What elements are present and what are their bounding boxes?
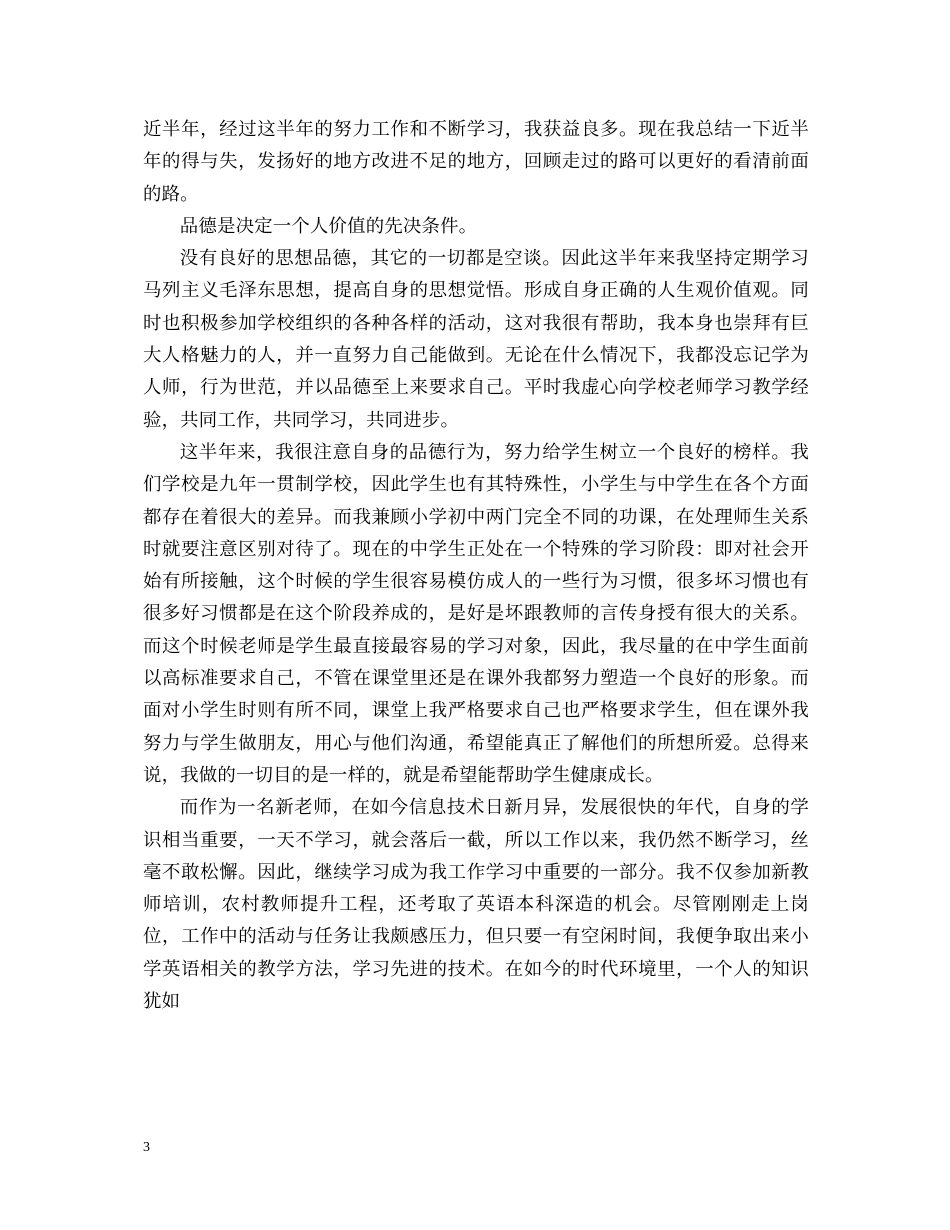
paragraph-moral-study: 没有良好的思想品德，其它的一切都是空谈。因此这半年来我坚持定期学习马列主义毛泽东思想，提高自身的思想觉悟。形成自身正确的人生观价值观。同时也积极参加学校组织的各种各样的活动，这对我很有帮助，我本身也崇拜有巨大人格魅力的人，并一直努力自己能做到。无论在什么情况下，我都没忘记学为人师，行为世范，并以品德至上来要求自己。平时我虚心向学校老师学习教学经验，共同工作，共同学习，共同进步。 <box>143 248 809 431</box>
paragraph-student-relations: 这半年来，我很注意自身的品德行为，努力给学生树立一个良好的榜样。我们学校是九年一贯制学校，因此学生也有其特殊性，小学生与中学生在各个方面都存在着很大的差异。而我兼顾小学初中两门完全不同的功课，在处理师生关系时就要注意区别对待了。现在的中学生正处在一个特殊的学习阶段：即对社会开始有所接触，这个时候的学生很容易模仿成人的一些行为习惯，很多坏习惯也有很多好习惯都是在这个阶段养成的，是好是坏跟教师的言传身授有很大的关系。而这个时候老师是学生最直接最容易的学习对象，因此，我尽量的在中学生面前以高标准要求自己，不管在课堂里还是在课外我都努力塑造一个良好的形象。而面对小学生时则有所不同，课堂上我严格要求自己也严格要求学生，但在课外我努力与学生做朋友，用心与他们沟通，希望能真正了解他们的所想所爱。总得来说，我做的一切目的是一样的，就是希望能帮助学生健康成长。 <box>143 441 809 786</box>
page-number: 3 <box>143 1140 150 1155</box>
body-text <box>143 114 809 1018</box>
paragraph-continuation: 近半年，经过这半年的努力工作和不断学习，我获益良多。现在我总结一下近半年的得与失，发扬好的地方改进不足的地方，回顾走过的路可以更好的看清前面的路。 <box>143 119 809 205</box>
paragraph-virtue-heading: 品德是决定一个人价值的先决条件。 <box>179 215 478 237</box>
paragraph-continuing-learning: 而作为一名新老师，在如今信息技术日新月异，发展很快的年代，自身的学识相当重要，一天不学习，就会落后一截，所以工作以来，我仍然不断学习，丝毫不敢松懈。因此，继续学习成为我工作学习中重要的一部分。我不仅参加新教师培训，农村教师提升工程，还考取了英语本科深造的机会。尽管刚刚走上岗位，工作中的活动与任务让我颇感压力，但只要一有空闲时间，我便争取出来小学英语相关的教学方法，学习先进的技术。在如今的时代环境里，一个人的知识犹如 <box>143 797 809 1013</box>
